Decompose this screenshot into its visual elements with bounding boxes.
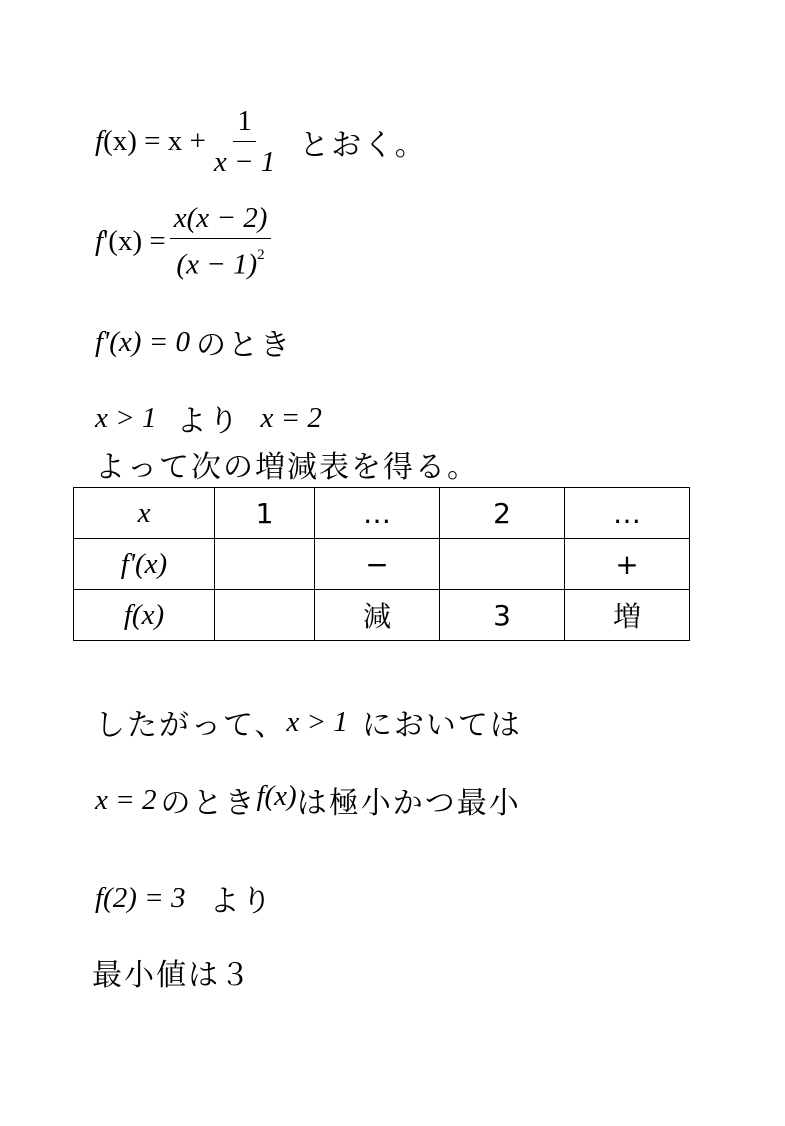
math-f-two-eq-three: f(2) = 3 [95, 881, 186, 914]
math-x-gt-one: x > 1 [95, 401, 157, 434]
fraction-denominator: x − 1 [213, 146, 276, 178]
math-fprime-arg: '(x) = [103, 224, 166, 257]
text-notoki: のとき [196, 328, 293, 363]
text-minimum-statement [95, 778, 521, 822]
math-f-arg: (x) = x + [103, 125, 206, 157]
math-x-eq-two: x = 2 [260, 401, 322, 434]
table-cell: f(x) [74, 590, 215, 641]
table-cell [215, 590, 315, 641]
fraction-one-over-x-minus-one [210, 103, 279, 180]
math-x-eq-two: x = 2 [95, 783, 157, 816]
math-f-lhs: f [95, 125, 104, 157]
table-row-derivative [74, 539, 690, 590]
table-cell: 3 [440, 590, 565, 641]
table-row-function [74, 590, 690, 641]
table-cell: 1 [215, 488, 315, 539]
text-shitagatte: したがって、 [95, 708, 287, 743]
text-answer [92, 950, 252, 994]
table-row-x [74, 488, 690, 539]
table-cell: f'(x) [74, 539, 215, 590]
denominator-base: (x − 1) [176, 248, 258, 281]
table-cell: − [315, 539, 440, 590]
equation-derivative [95, 200, 275, 283]
fraction-denominator [172, 239, 268, 283]
text-table-intro [95, 442, 479, 486]
text-nioitewa: においては [361, 708, 522, 743]
table-cell: … [315, 488, 440, 539]
text-yori: より [176, 404, 241, 439]
equation-f-definition [95, 103, 427, 180]
table-cell: x [74, 488, 215, 539]
condition-derivative-zero [95, 320, 292, 364]
fraction-derivative [170, 200, 272, 283]
table-cell: 2 [440, 488, 565, 539]
math-f-of-x: f(x) [256, 779, 297, 812]
table-cell: 減 [315, 590, 440, 641]
text-minimum-value: 最小値は３ [92, 958, 252, 993]
equation-f-of-two [95, 876, 273, 920]
text-notoki: のとき [160, 786, 257, 821]
fraction-numerator: x(x − 2) [170, 200, 272, 239]
fraction-numerator: 1 [233, 103, 256, 142]
table-cell: 増 [565, 590, 690, 641]
math-x-gt-one: x > 1 [286, 705, 348, 738]
denominator-exponent: 2 [257, 247, 265, 263]
table-cell: + [565, 539, 690, 590]
solution-x-equals-two [95, 396, 322, 440]
table-cell [215, 539, 315, 590]
text-therefore [95, 700, 522, 744]
increase-decrease-table [73, 487, 690, 641]
table-cell: … [565, 488, 690, 539]
text-kyokushou: は極小かつ最小 [296, 786, 521, 821]
text-tooku: とおく。 [299, 127, 427, 163]
math-fprime-lhs: f [95, 224, 104, 257]
table-cell [440, 539, 565, 590]
text-yotte: よって次の増減表を得る。 [95, 450, 479, 485]
math-fprime-zero: f'(x) = 0 [95, 325, 191, 358]
text-yori: より [209, 884, 274, 919]
